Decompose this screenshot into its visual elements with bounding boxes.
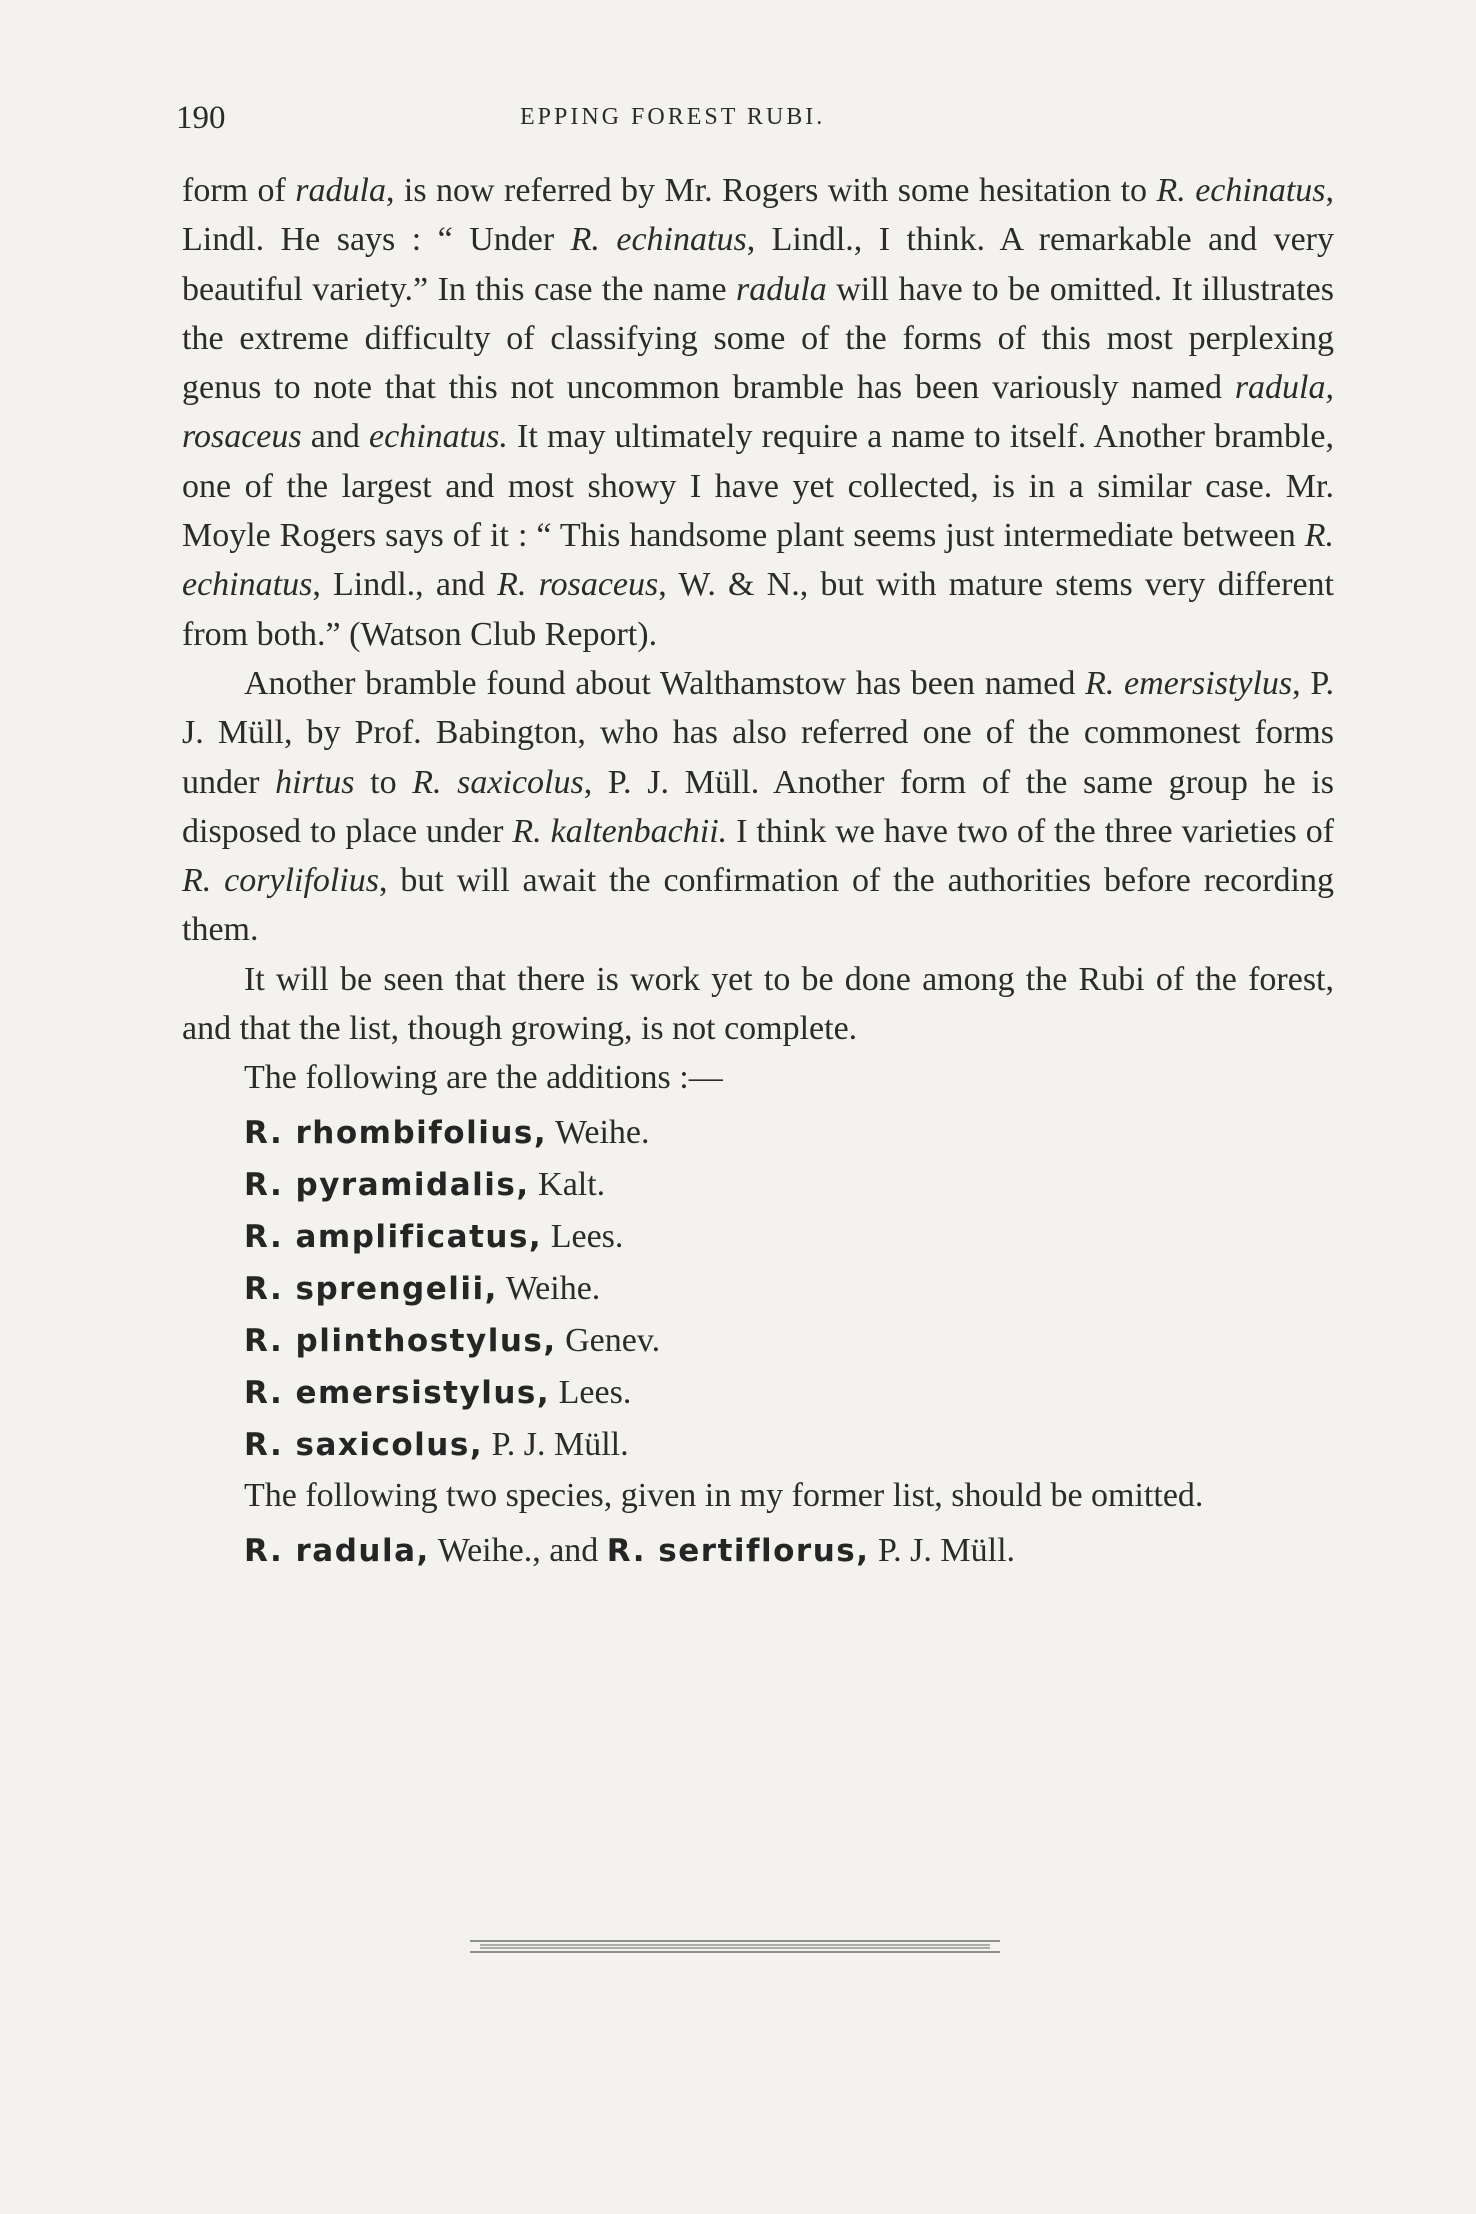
text-segment: , Lindl., and xyxy=(312,566,498,604)
species-author: Weihe. xyxy=(555,1113,650,1151)
omitted-species-name: R. radula, xyxy=(244,1532,430,1569)
text-segment: , is now referred by Mr. Rogers with some hesitation to xyxy=(385,172,1157,209)
species-author: Weihe. xyxy=(505,1269,601,1307)
italic-text-segment: R. emersistylus xyxy=(1085,664,1293,702)
text-segment: and xyxy=(301,418,370,456)
text-segment: , W. & N., but with mature stems very different from both.” (Watson Club Report). xyxy=(182,566,1334,653)
species-item xyxy=(244,1159,1334,1211)
species-name: R. rhombifolius, xyxy=(244,1114,548,1151)
paragraph-walthamstow-bramble xyxy=(182,659,1334,955)
species-item xyxy=(244,1419,1334,1471)
text-segment: , but will await the confirmation of the authorities before recording them. xyxy=(182,862,1334,949)
page-body xyxy=(182,166,1334,1576)
italic-text-segment: R. echinatus xyxy=(182,517,1334,604)
paragraph-work-remaining xyxy=(182,955,1334,1054)
text-segment: , P. J. Müll. Another form of the same group he is disposed to place under xyxy=(182,763,1335,850)
italic-text-segment: radula xyxy=(295,172,386,209)
page-number: 190 xyxy=(176,100,226,136)
italic-text-segment: R. saxicolus xyxy=(412,763,584,801)
species-item xyxy=(244,1315,1334,1367)
italic-text-segment: echinatus. xyxy=(369,418,508,456)
text-segment: , P. J. Müll, by Prof. Babington, who has also referred one of the commonest forms under xyxy=(182,664,1334,801)
additions-list xyxy=(182,1107,1334,1471)
species-author: Kalt. xyxy=(538,1165,606,1203)
species-item xyxy=(244,1367,1334,1419)
species-name: R. sprengelii, xyxy=(244,1270,498,1307)
text-segment: It will be seen that there is work yet to be done among the Rubi of the forest, and that the list, though growing, is not complete. xyxy=(182,960,1334,1048)
italic-text-segment: R. corylifolius xyxy=(182,862,380,900)
text-segment: , Lindl. He says : “ Under xyxy=(182,172,1334,259)
species-item xyxy=(244,1263,1334,1315)
species-name: R. amplificatus, xyxy=(244,1218,543,1255)
omission-note: The following two species, given in my former list, should be omitted. xyxy=(244,1476,1204,1514)
species-name: R. emersistylus, xyxy=(244,1374,551,1411)
species-name: R. plinthostylus, xyxy=(244,1322,557,1359)
species-author: P. J. Müll. xyxy=(491,1425,629,1463)
omitted-species-name: R. sertiflorus, xyxy=(606,1532,870,1569)
text-segment: Another bramble found about Walthamstow has been named xyxy=(244,664,1086,702)
species-author: Genev. xyxy=(565,1321,661,1359)
paragraph-radula-discussion xyxy=(182,166,1334,659)
italic-text-segment: radula, rosaceus xyxy=(182,369,1334,456)
omitted-species-author: Weihe., and xyxy=(437,1531,599,1569)
species-name: R. pyramidalis, xyxy=(244,1166,530,1203)
running-title: EPPING FOREST RUBI. xyxy=(520,104,826,130)
italic-text-segment: hirtus xyxy=(275,763,355,801)
species-item xyxy=(244,1211,1334,1263)
italic-text-segment: radula xyxy=(736,270,827,308)
italic-text-segment: R. echinatus xyxy=(570,221,747,259)
species-author: Lees. xyxy=(550,1217,624,1255)
species-item xyxy=(244,1107,1334,1159)
text-segment: will have to be omitted. It illustrates the extreme difficulty of classifying some of the forms of this most perplexing genus to note that this not uncommon bramble has been variously named xyxy=(182,270,1334,407)
italic-text-segment: R. echinatus xyxy=(1156,172,1326,209)
text-segment: to xyxy=(354,763,413,801)
ornamental-rule xyxy=(470,1936,1000,1956)
additions-intro: The following are the additions :— xyxy=(244,1059,723,1097)
text-segment: It may ultimately require a name to itself. Another bramble, one of the largest and most showy I have yet collected, is in a similar case. Mr. Moyle Rogers says of it : “ This handsome plant seems just intermediate between xyxy=(182,418,1334,555)
species-name: R. saxicolus, xyxy=(244,1426,484,1463)
text-segment: , Lindl., I think. A remarkable and very beautiful variety.” In this case the name xyxy=(182,221,1334,308)
omitted-species-author: P. J. Müll. xyxy=(878,1531,1016,1569)
italic-text-segment: R. rosaceus xyxy=(497,566,659,604)
text-segment: form of xyxy=(182,172,296,209)
italic-text-segment: R. kaltenbachii. xyxy=(512,812,728,850)
species-author: Lees. xyxy=(558,1373,632,1411)
text-segment: I think we have two of the three varieties of xyxy=(727,812,1335,850)
omitted-species-line xyxy=(182,1526,1334,1576)
